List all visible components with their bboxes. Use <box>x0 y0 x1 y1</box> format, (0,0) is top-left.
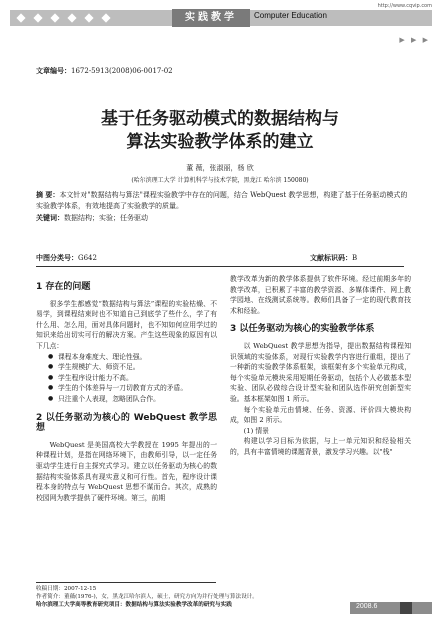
clc-label: 中图分类号： <box>36 253 78 262</box>
paragraph: 构建以学习目标为依据，与上一单元知识和经验相关的，具有丰富情境的课题背景，激发学习兴趣。以"栈" <box>230 437 411 456</box>
abstract <box>36 189 408 224</box>
paragraph: 很多学生都感觉“数据结构与算法”课程的实验枯燥、不易学，到课程结束时也不知道自己到底学了些什么，学了有什么用、怎么用，面对具体问题时，也不知如何应用学过的知识来给出切实可行的解决方案。产生这些现象的原因有以下几点： <box>36 299 217 350</box>
list-item: ● 只注重个人表现，忽略团队合作。 <box>48 394 217 405</box>
diamond-icon <box>84 13 93 22</box>
section-label: 实践教学 <box>172 9 250 27</box>
paragraph: WebQuest 是美国高校大学教授在 1995 年提出的一种课程计划，是指在网络环境下，由教师引导，以一定任务驱动学生进行自主探究式学习。建立以任务驱动为核心的数据结构实验体系具有现实意义和可行性。首先，程序设计课程本身的特点与 WebQuest 思想不谋而合。其次，成熟的校园网为教学提供了硬件环境。第三，前期 <box>36 440 217 502</box>
right-column <box>230 274 411 458</box>
article-number-label: 文章编号： <box>36 66 71 75</box>
doc-code-label: 文献标识码： <box>310 253 352 262</box>
keywords-label: 关键词： <box>36 213 64 222</box>
diamond-icon <box>67 13 76 22</box>
diamond-icon <box>33 13 42 22</box>
fund-note: 哈尔滨理工大学高等教育研究项目：数据结构与算法实验教学改革的研究与实践 <box>36 602 232 608</box>
abstract-text: 本文针对"数据结构与算法"课程实验教学中存在的问题，结合 WebQuest 教学思想，构建了基于任务驱动模式的实验教学体系，有效地提高了实验教学的质量。 <box>36 191 408 210</box>
clc-value: G642 <box>78 254 97 262</box>
paragraph: 每个实验单元由情境、任务、资源、评价四大模块构成，如图 2 所示。 <box>230 405 411 425</box>
authors: 董 薇，张淑丽，杨 欣 <box>186 164 254 172</box>
arrow-icon: ▶ ▶ ▶ <box>399 36 430 44</box>
list-item: ● 学生的个体差异与一刀切教育方式的矛盾。 <box>48 383 217 394</box>
heading-1: 1 存在的问题 <box>36 282 91 292</box>
list-item: ● 课程本身难度大、理论性强。 <box>48 352 217 363</box>
paragraph: 教学改革为新的教学体系提供了软件环境。经过前期多年的教学改革，已积累了丰富的教学资源、多媒体课件、网上教学园地、在线测试系统等。教师们具备了一定的现代教育技术和经验。 <box>230 275 411 315</box>
diamond-icon <box>16 13 25 22</box>
title-line-2: 算法实验教学体系的建立 <box>126 132 314 152</box>
received-date: 收稿日期：2007-12-15 <box>36 586 97 592</box>
affiliation: (哈尔滨理工大学 计算机科学与技术学院，黑龙江 哈尔滨 150080) <box>131 177 309 184</box>
abstract-label: 摘 要： <box>36 190 60 199</box>
header-diamonds <box>16 13 111 23</box>
source-url: http://www.cqvip.com <box>377 3 432 9</box>
heading-2: 2 以任务驱动为核心的 WebQuest 教学思想 <box>36 412 217 434</box>
list-item: ● 学生程序设计能力不高。 <box>48 373 217 384</box>
clc-number <box>36 253 97 263</box>
diamond-icon <box>50 13 59 22</box>
page-marker <box>400 602 412 614</box>
footnote-divider <box>36 582 216 583</box>
article-number-value: 1672-5913(2008)06-0017-02 <box>71 67 173 75</box>
divider <box>36 266 404 267</box>
subheading: (1) 情景 <box>243 426 269 435</box>
bullet-list <box>36 352 217 405</box>
section-label-en: Computer Education <box>254 11 327 20</box>
page-number: 2008.6 <box>356 603 378 610</box>
keywords-text: 数据结构；实验；任务驱动 <box>64 214 148 222</box>
author-bio: 作者简介：董薇(1976-)，女，黑龙江哈尔滨人，硕士，研究方向为并行处理与算法设计。 <box>36 594 258 600</box>
doc-code-value: B <box>352 254 358 262</box>
page-title <box>0 108 440 154</box>
document-code <box>310 253 357 263</box>
list-item: ● 学生规模扩大、师资不足。 <box>48 362 217 373</box>
left-column <box>36 274 217 503</box>
heading-3: 3 以任务驱动为核心的实验教学体系 <box>230 324 375 335</box>
article-number <box>36 66 173 76</box>
paragraph: 以 WebQuest 教学思想为指导，提出数据结构课程知识领域的实验体系，对现行实验教学内容进行重组，提出了一种新的实验教学体系框架，该框架有多个实验单元构成，每个实验单元模块采用短期任务驱动，包括个人必做基本型实验、团队必做综合设计型实验和团队选作研究创新型实验。基本框架如图 1 所示。 <box>230 341 411 403</box>
diamond-icon <box>101 13 110 22</box>
title-line-1: 基于任务驱动模式的数据结构与 <box>101 109 339 129</box>
